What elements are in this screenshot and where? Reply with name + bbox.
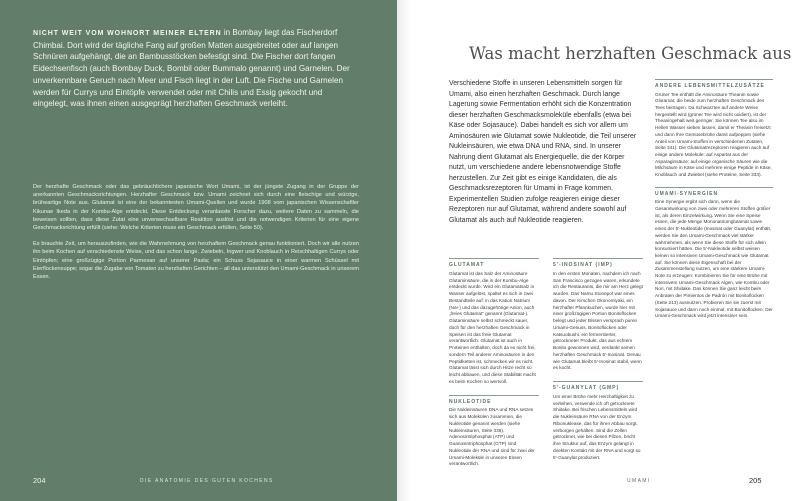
column-glutamate [449,258,539,477]
sidebar-column [655,79,773,328]
intro-lead-in: NICHT WEIT VOM WOHNORT MEINER ELTERN [33,30,222,37]
left-body-text [33,183,359,289]
right-page [397,0,794,501]
section-text: Um einer Brühe mehr Herzhaftigkeit zu verleihen, verwende ich oft getrocknete Shiitake. Bei frischen Lebensmitteln wird die Nukleinsäure RNA von der Enzym Ribonuklease, das für ihren Abbau sorgt, verborgen gehalten. Sind die Zellen getrocknet, wie bei diesen Pilzen, bricht ihre Struktur auf, das Enzym gelangt in direkten Kontakt mit der RNA und sorgt so 5'-Guanylat produziert. [553,393,641,460]
section-rule [449,395,539,396]
section-rule [655,79,773,80]
section-text: Die Nukleinsäuren DNA und RNA setzen sich aus Molekülen zusammen, die Nukleotide genannt werden (siehe Nukleinsäuren, Seite 336). Adenosintriphosphat (ATP) und Guanosintriphosphat (GTP) sind Nukleotide der RNA und sind für zwei der Umami-Moleküle in unseren Essen verantwortlich. [449,407,535,467]
page-title: Was macht herzhaften Geschmack aus [469,44,792,63]
running-head-left: DIE ANATOMIE DES GUTEN KOCHENS [140,478,274,484]
section-text: Glutamat ist das Salz der Aminosäure Glutaminsäure, die in der Kombu-Alge entdeckt wurde. Wird ein Glutamatsalz in Wasser aufgelöst, spaltet es sich in zwei Bestandteile auf: in das Kation Natrium (Na+) und das dazugehörige Anion, auch „freies Glutamat“ genannt (Glutamat-). Glutaminsäure selbst schmeckt sauer, doch für den herzhaften Geschmack in Speisen ist das freie Glutamat verantwortlich. Glutamat ist auch in Proteinen enthalten, doch da es nicht frei, sondern Teil anderer Aminosäuren in den Peptidketten ist, schmecken wir es nicht. Glutamat lässt sich durch Hitze recht so leicht abbauen, und diese Stabilität macht es beim Kochen so wertvoll. [449,270,536,384]
section-text: Eine Synergie ergibt sich dann, wenn die Gesamtwirkung von zwei oder mehreren Stoffen größer ist, als deren Einzelwirkung. Wenn Sie eine Speise essen, die jede Menge Mononatriumglutamat sowie eines der 5'-Nukleotide (Inosinat oder Guanylat) enthält, werden Sie den Umami-Geschmack viel stärker wahrnehmen, als wenn Sie diese Stoffe für sich allein konsumiert hätten. Die 5'-Nukleotide selbst weisen keinen so intensiven Umami-Geschmack wie Glutamat auf. Sie können diese Eigenschaft bei der Zusammenstellung nutzen, um eine stärkere Umami-Note zu erzeugen: Kombinieren Sie für eine Brühe mit intensivem Umami-Geschmack Algen, wie Kombu oder Nori, mit Shiitake. Das können Sie ganz leicht beim Anbraten der Pimientos de Padrón mit Bonitoflocken (Seite 213) ausnutzen. Probieren Sie sie zuerst mit Sojasauce und dann noch einmal, mit Bonitoflocken: Der Umami-Geschmack wird jetzt intensiver sein. [655,199,773,319]
page-number-left: 204 [33,476,46,485]
section-rule [449,258,539,259]
right-intro-paragraph: Verschiedene Stoffe in unseren Lebensmitteln sorgen für Umami, also einen herzhaften Geschmack. Durch lange Lagerung sowie Fermentation erhöht sich die Konzentration dieser herzhaften Geschmacksmoleküle ebenfalls (etwa bei Käse oder Sojasauce). Dabei handelt es sich vor allem um Aminosäuren wie Glutamat sowie Nukleotide, die Teil unserer Nukleinsäuren, wie etwa DNA und RNA, sind. In unserer Nahrung dient Glutamat als Energiequelle, die der Körper nutzt, um verschiedene andere lebensnotwendige Stoffe herzustellen. Zur Zeit gibt es einige Kandidaten, die als Geschmacksrezeptoren für Umami in Frage kommen. Experimentellen Studien zufolge reagieren einige dieser Rezeptoren nur auf Glutamat, während andere sowohl auf Glutamat als auch auf Nukleotide reagieren. [449,80,637,224]
section-heading: GLUTAMAT [449,262,485,268]
section-heading: ANDERE LEBENSMITTELZUSÄTZE [655,83,765,89]
body-paragraph-1: Der herzhafte Geschmack oder das gebräuchlichere japanische Wort Umami, ist der jüngste Zugang in der Gruppe der anerkannten Geschmacksrichtungen. Herzhafter Geschmack bzw. Umami zeichnet sich durch eine fleischige und würzige, brüheartige Note aus. Glutamat ist eine der bekanntesten Umami-Quellen und wurde 1908 vom japanischen Wissenschaftler Kikunae Ikeda in der Kombu-Alge entdeckt. Diese Entdeckung veranlasste Forscher dazu, weitere Daten zu sammeln, die beweisen sollten, dass diese Zutat eine unverwechselbare Reaktion auslöst und die notwendigen Kriterien für eine eigene Geschmacksrichtung erfüllt (siehe: Welche Kriterien muss ein Geschmack erfüllen, Seite 50). [33,184,359,232]
section-rule [553,258,643,259]
section-heading: NUKLEOTIDE [449,398,492,405]
sidebar-section-synergy [655,187,773,320]
section-heading: 5'-INOSINAT (IMP) [553,262,613,268]
intro-text: in Bombay liegt das Fischerdorf Chimbai. Dort wird der tägliche Fang auf großen Matten ausgebreitet oder auf langen Schnüren aufgehängt, die an Bambusstöcken befestigt sind. Die Fischer dort fangen Eidechsenfisch (auch Bombay Duck, Bombil oder Bummalo genannt) und Garnelen. Der unverkennbare Geruch nach Meer und Fisch liegt in der Luft. Die Fische und Garnelen werden für Currys und Eintöpfe verwendet oder mit Chilis und Essig gekocht und eingelegt, was ihnen einen ausgeprägt herzhaften Geschmack verleiht. [33,28,350,109]
column-inosinate [553,258,643,470]
section-heading: UMAMI-SYNERGIEN [655,190,719,197]
gutter-shadow [397,0,411,501]
section-rule [553,381,643,382]
section-text: In den ersten Monaten, nachdem ich nach San Francisco gezogen waren, erkundete ich die Restaurants, die mir am Herz gelegt wurden. Das Namu Stonepot war eines davon. Der Kirschen Okonomiyaki, ein herzhafter Pfannkuchen, wurde hier mit einer großzügigen Portion Bonitoflocken belegt und jeder Bissen versprach puren Umami-Genuss. Bonitoflocken oder Katsuobushi, ein fermentierter, getrockneter Produkt, das aus echtem Bonito gewonnen wird, verdankt seinen herzhaften Geschmack 5'-Inosinat. Genau wie Glutamat bleibt 5'-Inosinat stabil, wenn es kocht. [553,270,643,371]
sidebar-section-additives [655,79,773,179]
body-paragraph-2: Es brauchte Zeit, um herauszufinden, wie die Wahrnehmung von herzhaftem Geschmack genau funktioniert. Doch wir alle nutzen ihn beim Kochen auf verschiedenste Weise, und das schon lange. Zwiebeln, Ingwer und Knoblauch in Reischhaltigen Currys oder Eintöpfen; eine großzügige Portion Parmesan auf unserer Pasta; ein Schuss Sojasauce in einer warmen Schüssel mit Eierflockensuppe; sogar die Zugabe von Tomaten zu herzhaften Gerichten – all das unterstützt den Umami-Geschmack in unserem Essen. [33,241,359,281]
section-rule [655,187,773,188]
section-text: Grüner Tee enthält die Aminosäure Theanin sowie Glutamat, die beide zum herzhaften Geschmack des Tees beitragen. Da Schwarztee auf andere Weise hergestellt wird (grüner Tee wird nicht oxidiert), ist der Theaningehalt weit geringer. Sie können Tee also im Hellen Wasser sieben lassen, damit er Theanin freisetzt und dann Ihre Gemüsebrühe damit aufpeppen (siehe Anteil von Umami-Stoffen in verschiedenen Zutaten, Seite 341). Die Glutamatrezeptoren reagieren auch auf einige andere Moleküle: auf Aspartat aus der Asparaginsäure; auf einige organische Säuren wie die Milchsäure in Käse und mehrere einige Peptide in Käse, Knoblauch und Zwiebel (siehe Proteine, Seite 333). [655,91,772,178]
running-head-right: UMAMI [627,478,651,484]
section-heading: 5'-GUANYLAT (GMP) [553,385,620,391]
left-intro-paragraph [33,27,358,110]
page-number-right: 205 [749,476,762,485]
